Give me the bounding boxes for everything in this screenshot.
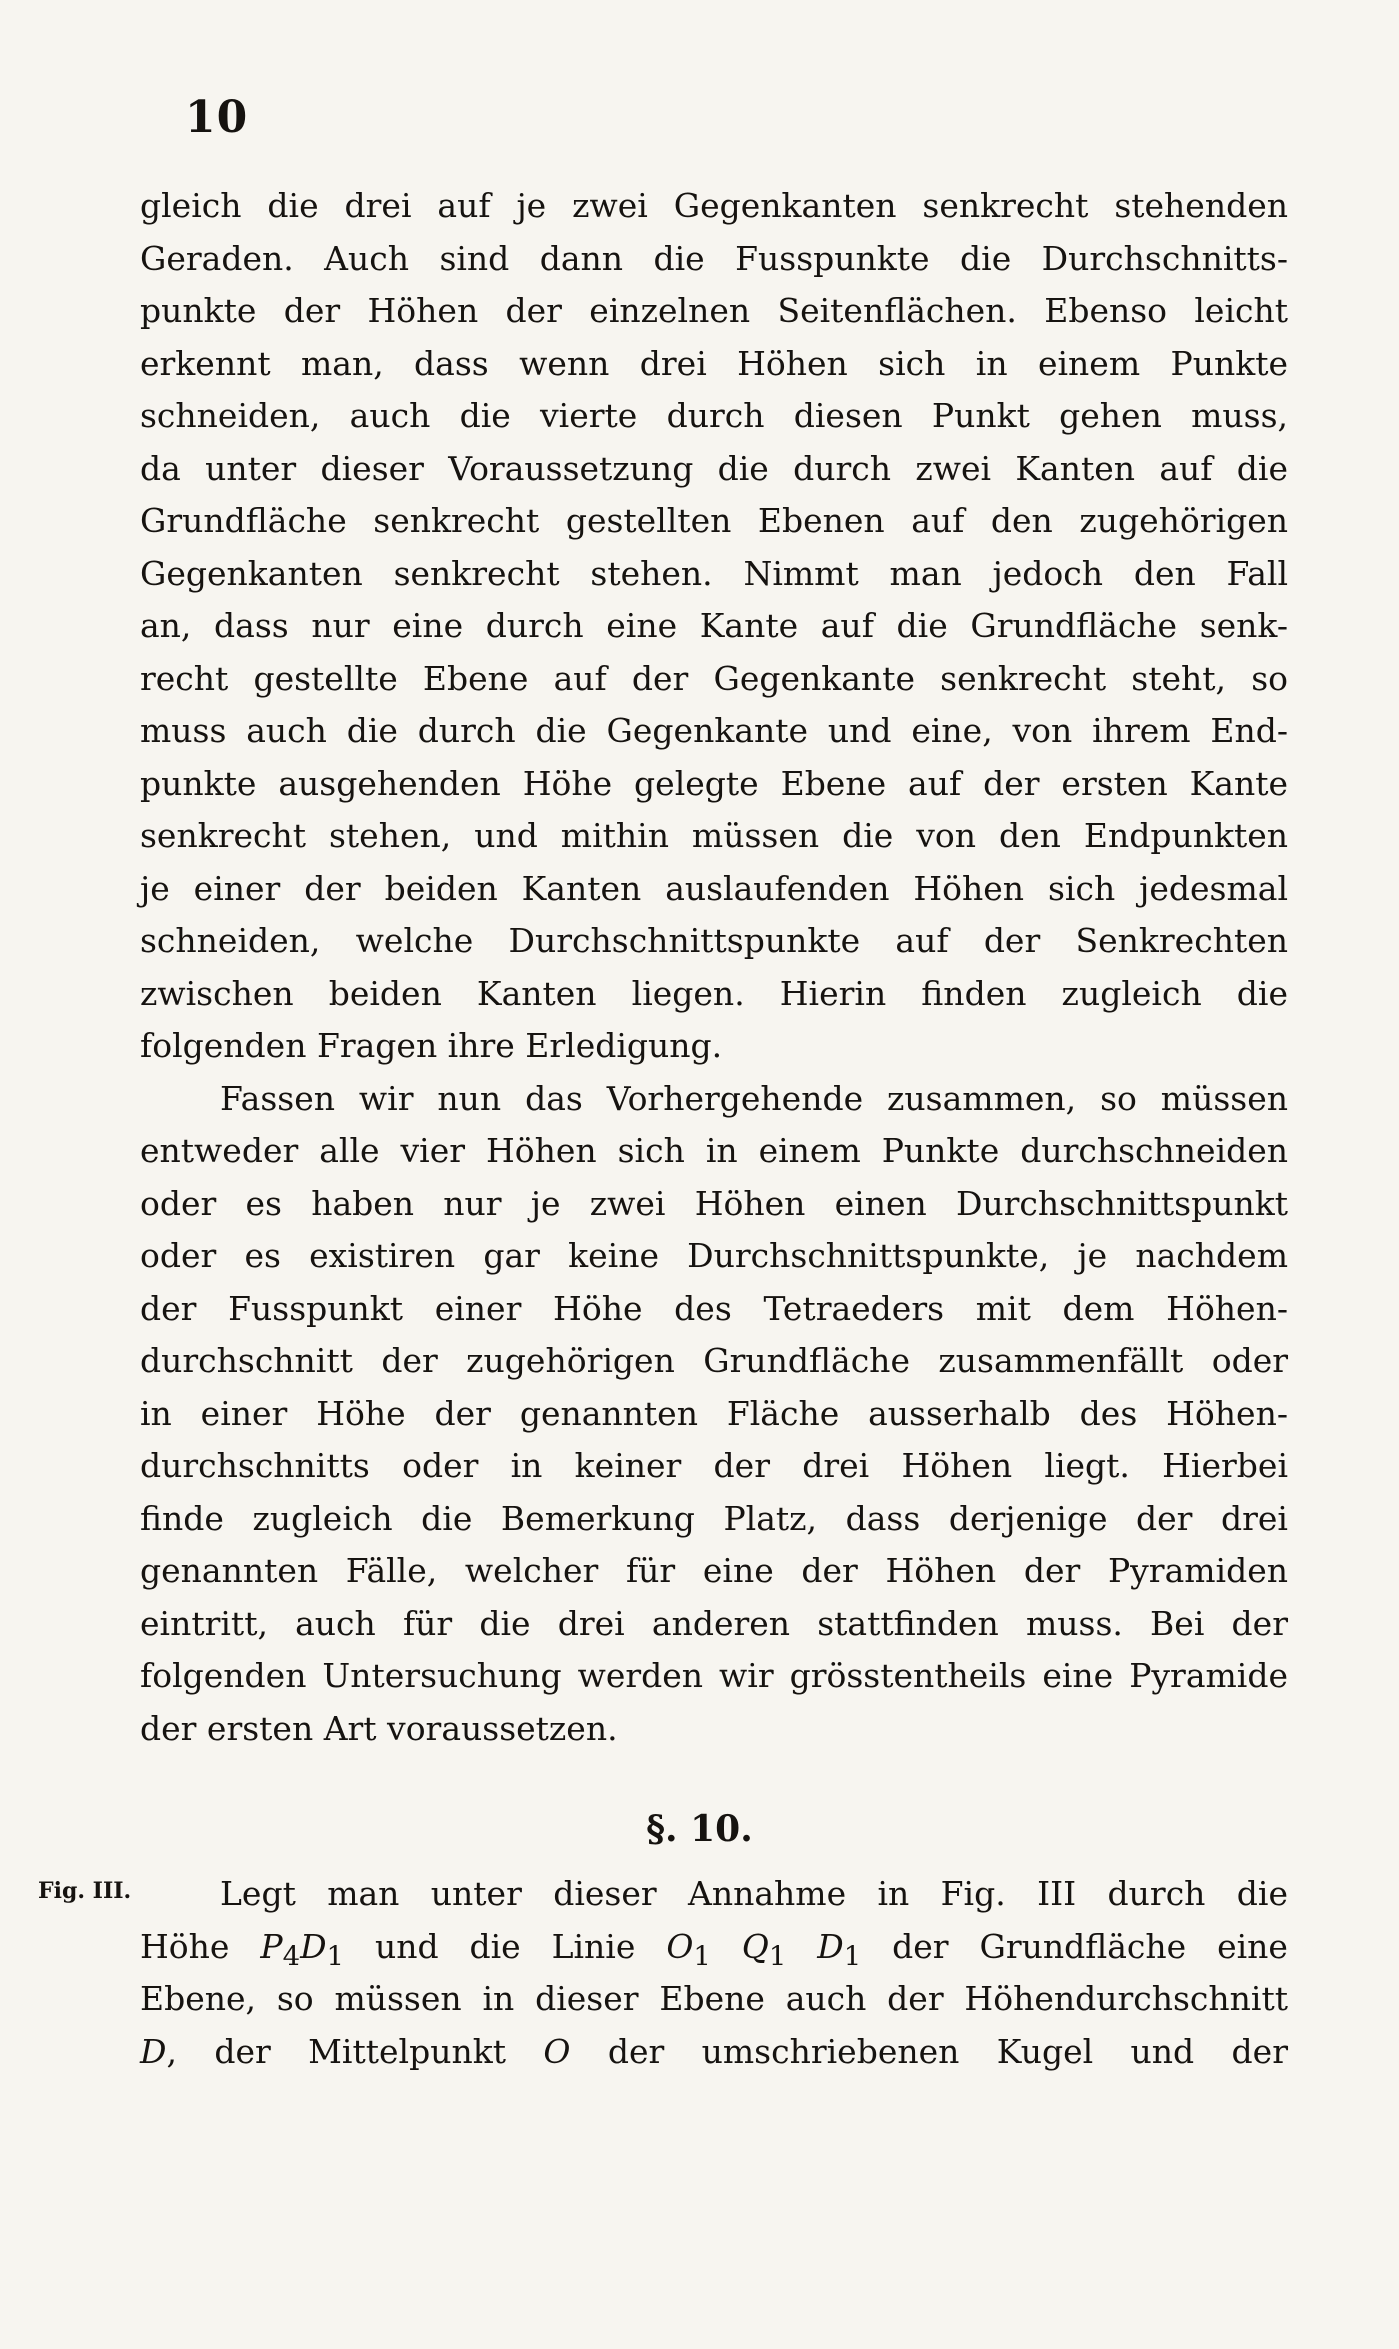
text-line: folgenden Fragen ihre Erledigung. — [140, 1026, 723, 1065]
math-symbol: D — [300, 1926, 327, 1966]
figure-reference-margin-note: Fig. III. — [38, 1878, 132, 1904]
text-line: erkennt man, dass wenn drei Höhen sich in einem Punkte — [140, 343, 1288, 383]
text-line: genannten Fälle, welcher für eine der Höhen der Pyramiden — [140, 1551, 1288, 1590]
text-line: Fassen wir nun das Vorhergehende zusammen, so müssen — [220, 1078, 1288, 1118]
text-line: finde zugleich die Bemerkung Platz, dass derjenige der drei — [140, 1498, 1288, 1538]
body-text — [140, 180, 1288, 1755]
text-fragment: der Grundfläche eine — [892, 1926, 1288, 1966]
text-line: schneiden, welche Durchschnittspunkte auf der Senkrechten — [140, 921, 1288, 960]
math-symbol: O — [543, 2031, 571, 2071]
text-line: folgenden Untersuchung werden wir grösstentheils eine Pyramide — [140, 1656, 1288, 1695]
text-line: muss auch die durch die Gegenkante und eine, von ihrem End- — [140, 711, 1288, 750]
math-subscript: 4 — [282, 1940, 301, 1973]
section-text — [140, 1868, 1288, 2078]
text-line: der Fusspunkt einer Höhe des Tetraeders mit dem Höhen- — [140, 1288, 1288, 1328]
text-fragment: Höhe — [140, 1926, 230, 1966]
text-line: oder es haben nur je zwei Höhen einen Durchschnittspunkt — [140, 1183, 1288, 1223]
text-line: Ebene, so müssen in dieser Ebene auch der Höhendurchschnitt — [140, 1979, 1288, 2018]
text-line: Geraden. Auch sind dann die Fusspunkte die Durchschnitts- — [140, 238, 1288, 278]
text-line: zwischen beiden Kanten liegen. Hierin finden zugleich die — [140, 973, 1288, 1013]
text-line: schneiden, auch die vierte durch diesen Punkt gehen muss, — [140, 396, 1288, 435]
text-fragment: der umschriebenen Kugel und der — [607, 2031, 1288, 2071]
text-fragment: , der Mittelpunkt — [166, 2031, 506, 2071]
text-line: punkte der Höhen der einzelnen Seitenflächen. Ebenso leicht — [140, 291, 1288, 330]
text-line: senkrecht stehen, und mithin müssen die von den Endpunkten — [140, 816, 1288, 855]
text-line: Grundfläche senkrecht gestellten Ebenen auf den zugehörigen — [140, 501, 1288, 540]
text-line-with-symbols — [140, 2026, 1288, 2079]
page-number: 10 — [185, 92, 249, 143]
math-symbol: O — [666, 1926, 694, 1966]
text-line: Gegenkanten senkrecht stehen. Nimmt man jedoch den Fall — [140, 553, 1288, 593]
math-subscript: 1 — [693, 1940, 711, 1973]
math-symbol: D — [140, 2031, 167, 2071]
text-line: in einer Höhe der genannten Fläche ausserhalb des Höhen- — [140, 1393, 1288, 1433]
math-subscript: 1 — [843, 1940, 862, 1973]
math-subscript: 1 — [326, 1940, 345, 1973]
text-line: oder es existiren gar keine Durchschnittspunkte, je nachdem — [140, 1236, 1288, 1275]
text-fragment: und die Linie — [374, 1926, 636, 1966]
text-line: Legt man unter dieser Annahme in Fig. III durch die — [220, 1874, 1288, 1913]
math-symbol: Q — [741, 1926, 769, 1966]
text-line: durchschnitts oder in keiner der drei Höhen liegt. Hierbei — [140, 1446, 1288, 1485]
text-line: da unter dieser Voraussetzung die durch zwei Kanten auf die — [140, 448, 1288, 488]
math-symbol: D — [817, 1926, 844, 1966]
math-subscript: 1 — [768, 1940, 787, 1973]
text-line: gleich die drei auf je zwei Gegenkanten senkrecht stehenden — [140, 186, 1288, 225]
math-symbol: P — [260, 1926, 283, 1966]
text-line: recht gestellte Ebene auf der Gegenkante senkrecht steht, so — [140, 658, 1288, 698]
text-line: an, dass nur eine durch eine Kante auf die Grundfläche senk- — [140, 606, 1288, 645]
text-line: durchschnitt der zugehörigen Grundfläche zusammenfällt oder — [140, 1341, 1288, 1380]
text-line: je einer der beiden Kanten auslaufenden Höhen sich jedesmal — [140, 868, 1288, 908]
text-line-with-symbols — [140, 1921, 1288, 1974]
text-line: punkte ausgehenden Höhe gelegte Ebene auf der ersten Kante — [140, 763, 1288, 803]
text-line: der ersten Art voraussetzen. — [140, 1708, 618, 1748]
text-line: entweder alle vier Höhen sich in einem Punkte durchschneiden — [140, 1131, 1288, 1170]
section-heading: §. 10. — [646, 1808, 753, 1850]
text-line: eintritt, auch für die drei anderen stattfinden muss. Bei der — [140, 1603, 1288, 1643]
